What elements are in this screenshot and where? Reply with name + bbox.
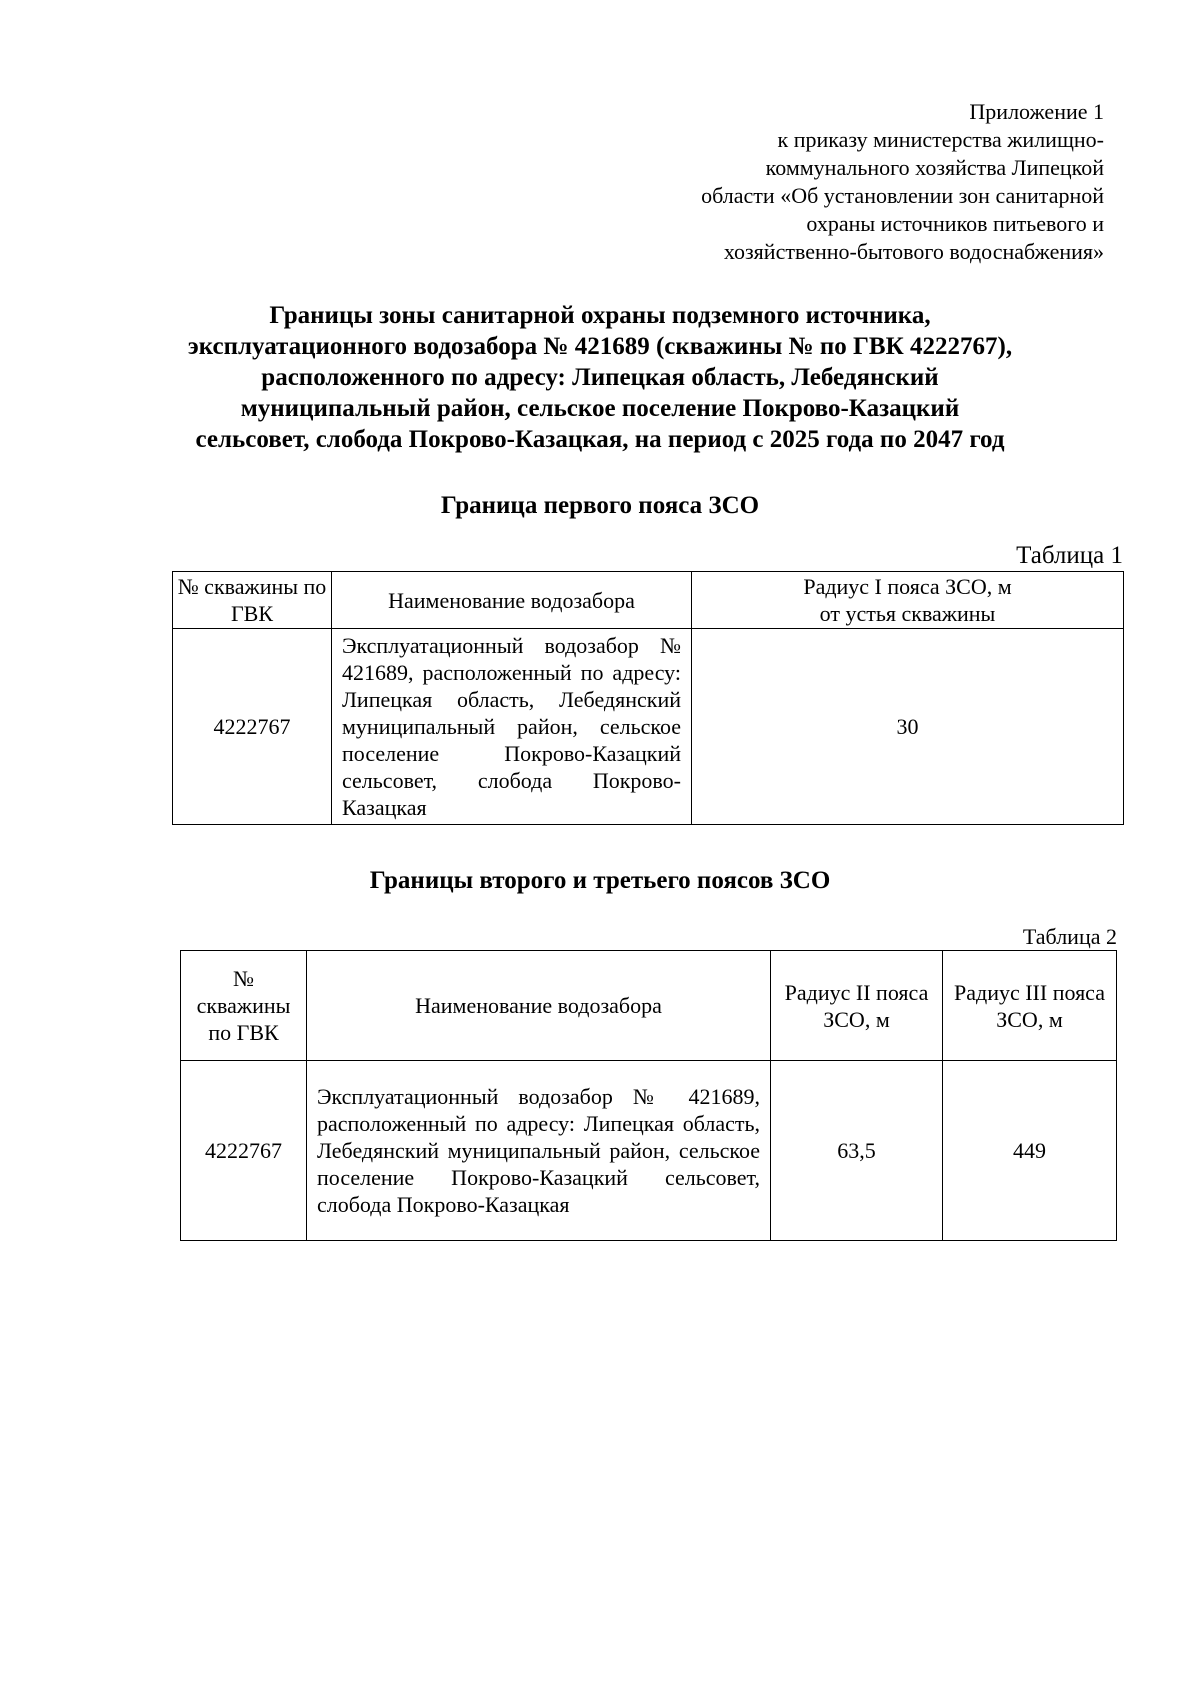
table2-label: Таблица 2 [1022, 924, 1117, 949]
table1-cell-well-no: 4222767 [173, 629, 332, 825]
table1-cell-radius: 30 [692, 629, 1124, 825]
appendix-note [701, 98, 1104, 266]
table-row [181, 1061, 1117, 1241]
table2-header-name: Наименование водозабора [307, 951, 771, 1061]
section2-heading: Границы второго и третьего поясов ЗСО [369, 867, 831, 894]
table2-cell-name: Эксплуатационный водозабор № 421689, расположенный по адресу: Липецкая область, Лебедянский муниципальный район, сельское поселение Покрово-Казацкий сельсовет, слобода Покрово-Казацкая [307, 1061, 771, 1241]
title-line: расположенного по адресу: Липецкая область, Лебедянский [261, 364, 939, 391]
table2-header-radius2: Радиус II пояса ЗСО, м [771, 951, 943, 1061]
table2-cell-well-no: 4222767 [181, 1061, 307, 1241]
table1 [172, 571, 1124, 825]
appendix-line: к приказу министерства жилищно- [777, 127, 1104, 152]
table1-cell-name: Эксплуатационный водозабор № 421689, расположенный по адресу: Липецкая область, Лебедянский муниципальный район, сельское поселение Покрово-Казацкий сельсовет, слобода Покрово-Казацкая [332, 629, 692, 825]
table1-header-radius: Радиус I пояса ЗСО, м от устья скважины [692, 572, 1124, 629]
section1-heading: Граница первого пояса ЗСО [440, 492, 760, 519]
title-line: Границы зоны санитарной охраны подземного источника, [269, 302, 931, 329]
table1-header-row [173, 572, 1124, 629]
appendix-line: коммунального хозяйства Липецкой [765, 155, 1104, 180]
table2-cell-radius3: 449 [943, 1061, 1117, 1241]
appendix-line: охраны источников питьевого и [806, 211, 1104, 236]
title-line: муниципальный район, сельское поселение Покрово-Казацкий [240, 395, 960, 422]
table1-header-well-no: № скважины по ГВК [173, 572, 332, 629]
table2-header-well-no: № скважины по ГВК [181, 951, 307, 1061]
table1-label: Таблица 1 [1016, 542, 1123, 569]
table2-header-row [181, 951, 1117, 1061]
appendix-line: области «Об установлении зон санитарной [701, 183, 1104, 208]
table2-header-radius3: Радиус III пояса ЗСО, м [943, 951, 1117, 1061]
document-title [100, 300, 1100, 455]
appendix-line: хозяйственно-бытового водоснабжения» [723, 239, 1104, 264]
table2 [180, 950, 1117, 1241]
title-line: сельсовет, слобода Покрово-Казацкая, на период с 2025 года по 2047 год [195, 426, 1005, 453]
title-line: эксплуатационного водозабора № 421689 (скважины № по ГВК 4222767), [187, 333, 1013, 360]
appendix-line: Приложение 1 [969, 99, 1104, 124]
table1-header-name: Наименование водозабора [332, 572, 692, 629]
table-row [173, 629, 1124, 825]
table2-cell-radius2: 63,5 [771, 1061, 943, 1241]
